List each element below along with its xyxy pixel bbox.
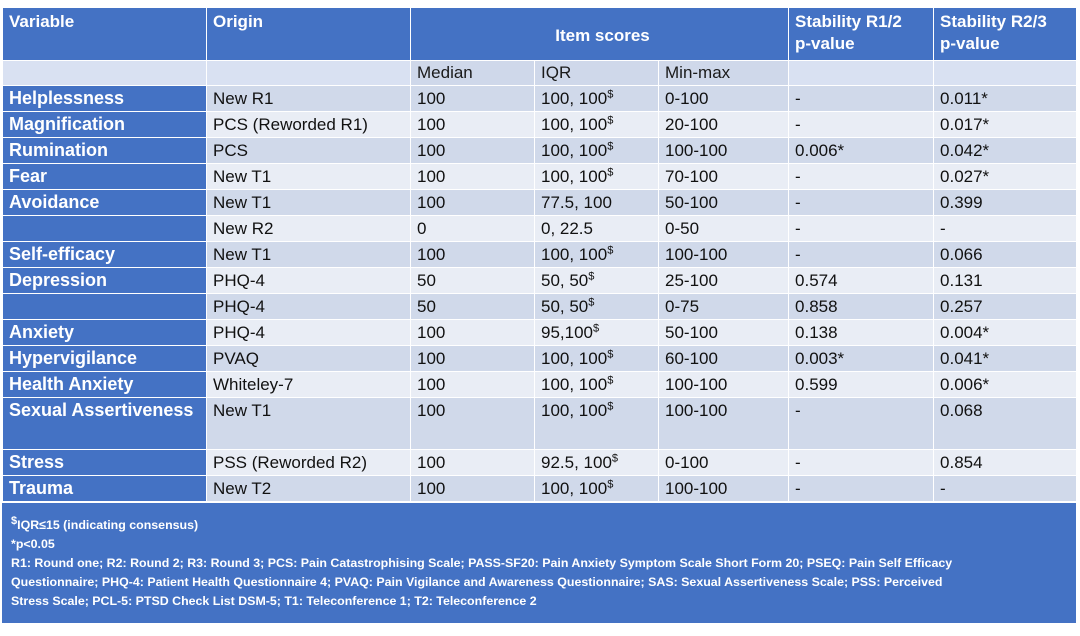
cell-minmax: 0-100 [659,450,789,476]
cell-origin: PHQ-4 [207,294,411,320]
cell-variable: Sexual Assertiveness [3,398,207,450]
cell-median: 100 [411,320,535,346]
cell-iqr: 77.5, 100 [535,190,659,216]
cell-median: 100 [411,86,535,112]
cell-iqr: 100, 100$ [535,476,659,502]
consensus-marker: $ [607,348,614,361]
cell-stability-r1-r2: 0.599 [789,372,934,398]
cell-iqr: 100, 100$ [535,398,659,450]
cell-minmax: 70-100 [659,164,789,190]
table-row [3,372,1077,398]
cell-stability-r1-r2: - [789,216,934,242]
cell-variable [3,294,207,320]
cell-stability-r1-r2: - [789,242,934,268]
cell-origin: New T1 [207,242,411,268]
table-body [3,86,1077,502]
cell-minmax: 20-100 [659,112,789,138]
footnote-significance: *p<0.05 [11,537,55,551]
cell-origin: PVAQ [207,346,411,372]
consensus-marker: $ [607,166,614,179]
cell-median: 0 [411,216,535,242]
cell-iqr: 100, 100$ [535,138,659,164]
cell-stability-r1-r2: 0.858 [789,294,934,320]
cell-stability-r1-r2: - [789,450,934,476]
table-row [3,294,1077,320]
footnote-abbreviations-3: Stress Scale; PCL-5: PTSD Check List DSM-5; T1: Teleconference 1; T2: Teleconference 2 [11,594,537,608]
cell-minmax: 60-100 [659,346,789,372]
cell-variable: Stress [3,450,207,476]
subheader-row [3,61,1077,86]
cell-iqr: 0, 22.5 [535,216,659,242]
cell-origin: PHQ-4 [207,320,411,346]
cell-median: 100 [411,138,535,164]
cell-median: 100 [411,398,535,450]
cell-stability-r2-r3: 0.006* [934,372,1077,398]
cell-median: 100 [411,190,535,216]
cell-stability-r2-r3: - [934,216,1077,242]
cell-stability-r2-r3: 0.068 [934,398,1077,450]
cell-stability-r2-r3: 0.017* [934,112,1077,138]
cell-origin: New T1 [207,398,411,450]
cell-stability-r1-r2: 0.003* [789,346,934,372]
cell-variable: Helplessness [3,86,207,112]
table-row [3,268,1077,294]
footnote-abbreviations-2: Questionnaire; PHQ-4: Patient Health Questionnaire 4; PVAQ: Pain Vigilance and Awareness Questionnaire; SAS: Sexual Assertiveness Scale; PSS: Perceived [11,575,943,589]
cell-stability-r2-r3: 0.042* [934,138,1077,164]
table-row [3,138,1077,164]
cell-iqr: 100, 100$ [535,372,659,398]
cell-stability-r2-r3: - [934,476,1077,502]
cell-median: 100 [411,346,535,372]
footnote-abbreviations-1: R1: Round one; R2: Round 2; R3: Round 3; PCS: Pain Catastrophising Scale; PASS-SF20: Pain Anxiety Symptom Scale Short Form 20; PSEQ: Pain Self Efficacy [11,556,953,570]
cell-median: 50 [411,268,535,294]
cell-minmax: 100-100 [659,398,789,450]
header-stability-r2-r3: Stability R2/3 p-value [934,8,1077,61]
cell-variable: Trauma [3,476,207,502]
cell-minmax: 100-100 [659,372,789,398]
cell-variable: Health Anxiety [3,372,207,398]
cell-stability-r2-r3: 0.066 [934,242,1077,268]
table-row [3,476,1077,502]
cell-stability-r2-r3: 0.854 [934,450,1077,476]
table-row [3,242,1077,268]
cell-iqr: 92.5, 100$ [535,450,659,476]
consensus-marker: $ [607,140,614,153]
cell-origin: Whiteley-7 [207,372,411,398]
cell-stability-r1-r2: 0.574 [789,268,934,294]
table-row [3,164,1077,190]
cell-minmax: 0-75 [659,294,789,320]
cell-iqr: 100, 100$ [535,242,659,268]
cell-variable: Hypervigilance [3,346,207,372]
subheader-minmax: Min-max [659,61,789,86]
header-stability-r1-r2: Stability R1/2 p-value [789,8,934,61]
header-row [3,8,1077,61]
header-item-scores: Item scores [411,8,789,61]
cell-minmax: 100-100 [659,242,789,268]
cell-variable: Rumination [3,138,207,164]
cell-stability-r2-r3: 0.399 [934,190,1077,216]
table-row [3,216,1077,242]
table-row [3,112,1077,138]
cell-variable: Magnification [3,112,207,138]
header-origin: Origin [207,8,411,61]
table-row [3,190,1077,216]
cell-variable: Avoidance [3,190,207,216]
cell-stability-r1-r2: 0.138 [789,320,934,346]
consensus-marker: $ [588,270,595,283]
cell-iqr: 95,100$ [535,320,659,346]
cell-median: 100 [411,476,535,502]
consensus-marker: $ [588,296,595,309]
cell-minmax: 50-100 [659,320,789,346]
cell-iqr: 100, 100$ [535,112,659,138]
cell-origin: PCS (Reworded R1) [207,112,411,138]
cell-stability-r2-r3: 0.004* [934,320,1077,346]
cell-minmax: 100-100 [659,476,789,502]
cell-origin: New R2 [207,216,411,242]
cell-variable: Anxiety [3,320,207,346]
table-row [3,320,1077,346]
cell-iqr: 100, 100$ [535,164,659,190]
consensus-marker: $ [607,244,614,257]
table-row [3,450,1077,476]
cell-variable: Fear [3,164,207,190]
cell-minmax: 0-100 [659,86,789,112]
cell-variable: Depression [3,268,207,294]
cell-origin: New T1 [207,190,411,216]
cell-iqr: 100, 100$ [535,346,659,372]
cell-median: 100 [411,242,535,268]
cell-iqr: 50, 50$ [535,294,659,320]
cell-stability-r2-r3: 0.027* [934,164,1077,190]
consensus-marker: $ [607,114,614,127]
cell-stability-r1-r2: - [789,476,934,502]
cell-stability-r1-r2: 0.006* [789,138,934,164]
cell-origin: New R1 [207,86,411,112]
subheader-iqr: IQR [535,61,659,86]
cell-origin: New T1 [207,164,411,190]
cell-origin: PCS [207,138,411,164]
cell-stability-r2-r3: 0.011* [934,86,1077,112]
cell-origin: PHQ-4 [207,268,411,294]
cell-median: 100 [411,372,535,398]
consensus-marker: $ [611,452,619,465]
table-row [3,346,1077,372]
cell-minmax: 0-50 [659,216,789,242]
subheader-blank [207,61,411,86]
cell-median: 50 [411,294,535,320]
consensus-marker: $ [607,88,614,101]
subheader-blank [934,61,1077,86]
cell-stability-r1-r2: - [789,398,934,450]
cell-origin: New T2 [207,476,411,502]
cell-iqr: 50, 50$ [535,268,659,294]
subheader-median: Median [411,61,535,86]
consensus-marker: $ [607,400,614,413]
consensus-marker: $ [607,374,614,387]
subheader-blank [789,61,934,86]
table-footnotes [2,503,1076,623]
cell-minmax: 100-100 [659,138,789,164]
table-row [3,398,1077,450]
consensus-marker: $ [593,322,600,335]
cell-stability-r2-r3: 0.131 [934,268,1077,294]
cell-stability-r2-r3: 0.041* [934,346,1077,372]
cell-origin: PSS (Reworded R2) [207,450,411,476]
cell-variable [3,216,207,242]
cell-stability-r1-r2: - [789,190,934,216]
cell-stability-r1-r2: - [789,86,934,112]
cell-median: 100 [411,164,535,190]
cell-variable: Self-efficacy [3,242,207,268]
cell-stability-r2-r3: 0.257 [934,294,1077,320]
footnote-consensus: $IQR≤15 (indicating consensus) [11,514,199,532]
results-table-container [2,7,1076,623]
cell-iqr: 100, 100$ [535,86,659,112]
header-variable: Variable [3,8,207,61]
cell-median: 100 [411,450,535,476]
subheader-blank [3,61,207,86]
cell-stability-r1-r2: - [789,164,934,190]
cell-stability-r1-r2: - [789,112,934,138]
cell-median: 100 [411,112,535,138]
results-table [2,7,1077,502]
table-row [3,86,1077,112]
cell-minmax: 50-100 [659,190,789,216]
consensus-marker: $ [607,478,614,491]
cell-minmax: 25-100 [659,268,789,294]
